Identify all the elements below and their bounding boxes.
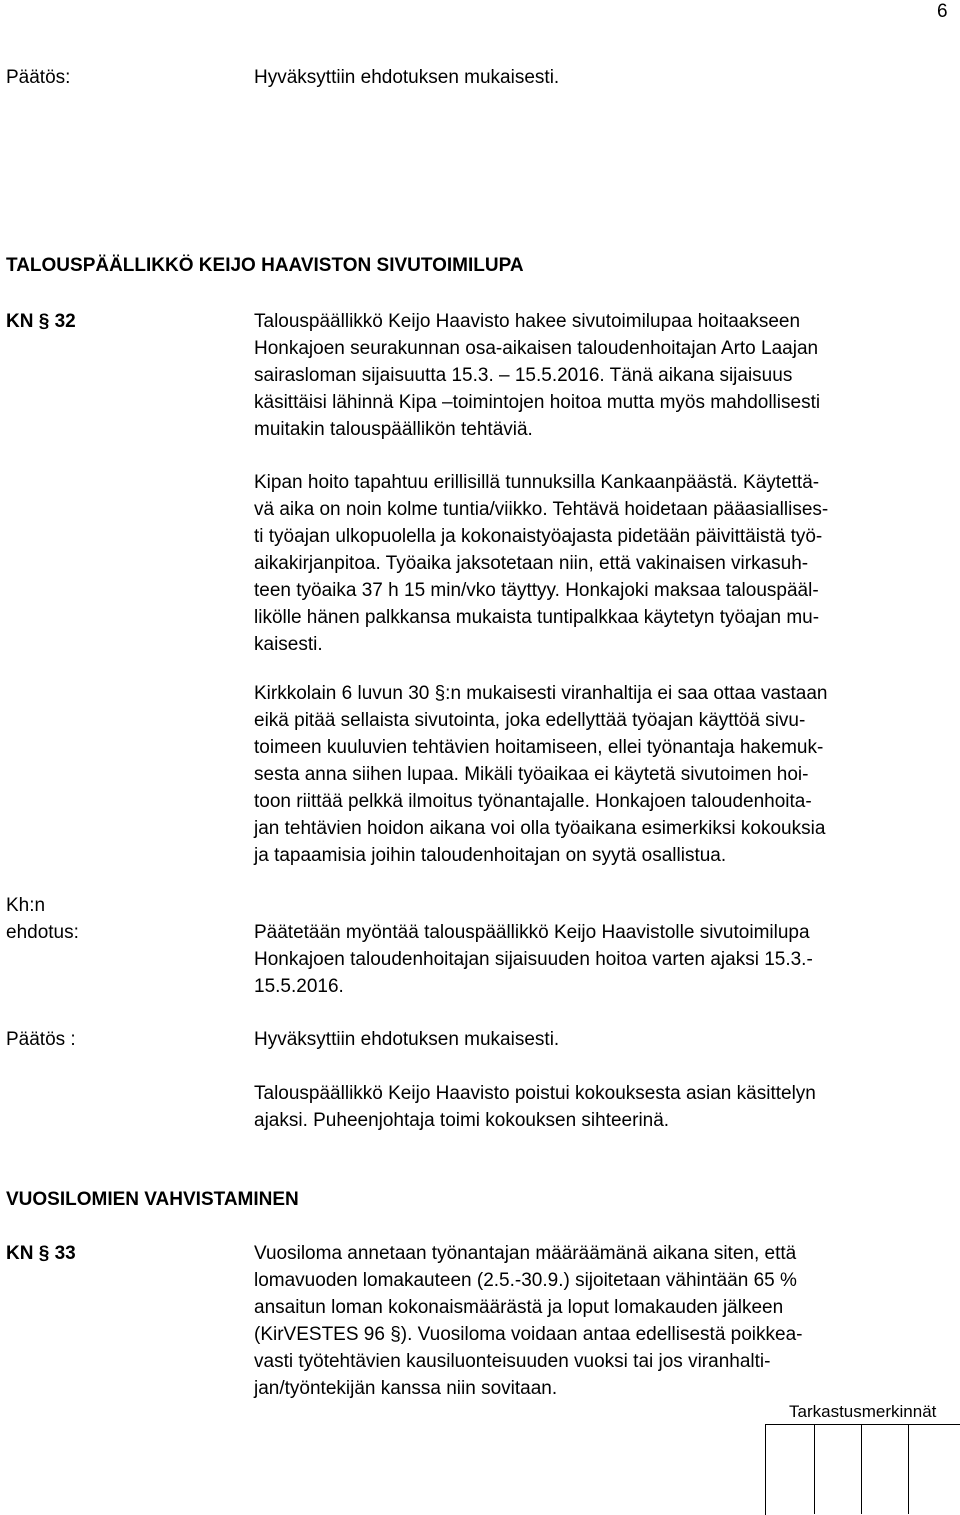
text-line: ja tapaamisia joihin taloudenhoitajan on syytä osallistua.	[254, 845, 727, 866]
kn32-note	[254, 1080, 954, 1134]
text-line: vä aika on noin kolme tuntia/viikko. Tehtävä hoidetaan pääasiallises-	[254, 499, 829, 520]
text-line: vasti työtehtävien kausiluonteisuuden vuoksi tai jos viranhalti-	[254, 1351, 771, 1372]
text-line: teen työaika 37 h 15 min/vko täyttyy. Honkajoki maksaa talouspääl-	[254, 580, 819, 601]
review-marks-divider-3	[908, 1424, 909, 1514]
text-line: Kipan hoito tapahtuu erillisillä tunnuksilla Kankaanpäästä. Käytettä-	[254, 472, 820, 493]
text-line: lomavuoden lomakauteen (2.5.-30.9.) sijoitetaan vähintään 65 %	[254, 1270, 797, 1291]
text-line: ti työajan ulkopuolella ja kokonaistyöajasta pidetään päivittäistä työ-	[254, 526, 823, 547]
decision-text: Hyväksyttiin ehdotuksen mukaisesti.	[254, 1029, 560, 1050]
text-line: jan tehtävien hoidon aikana voi olla työaikana esimerkiksi kokouksia	[254, 818, 826, 839]
text-line: ansaitun loman kokonaismäärästä ja loput lomakauden jälkeen	[254, 1297, 784, 1318]
page-number: 6	[937, 1, 948, 22]
section-heading-vuosilomat: VUOSILOMIEN VAHVISTAMINEN	[6, 1189, 299, 1210]
proposal-label-line2: ehdotus:	[6, 922, 79, 943]
text-line: toon riittää pelkkä ilmoitus työnantajalle. Honkajoen taloudenhoita-	[254, 791, 812, 812]
text-line: Päätetään myöntää talouspäällikkö Keijo Haavistolle sivutoimilupa	[254, 922, 810, 943]
review-marks-divider-1	[814, 1424, 815, 1514]
kn32-paragraph-2	[254, 469, 954, 658]
text-line: Talouspäällikkö Keijo Haavisto poistui kokouksesta asian käsittelyn	[254, 1083, 816, 1104]
text-line: kaisesti.	[254, 634, 323, 655]
text-line: käsittäisi lähinnä Kipa –toimintojen hoitoa mutta myös mahdollisesti	[254, 392, 821, 413]
text-line: sesta anna siihen lupaa. Mikäli työaikaa ei käytetä sivutoimen hoi-	[254, 764, 809, 785]
text-line: Honkajoen seurakunnan osa-aikaisen taloudenhoitajan Arto Laajan	[254, 338, 819, 359]
text-line: 15.5.2016.	[254, 976, 344, 997]
text-line: Talouspäällikkö Keijo Haavisto hakee sivutoimilupaa hoitaakseen	[254, 311, 801, 332]
text-line: jan/työntekijän kanssa niin sovitaan.	[254, 1378, 558, 1399]
text-line: toimeen kuuluvien tehtävien hoitamiseen, ellei työnantaja hakemuk-	[254, 737, 824, 758]
kn32-proposal	[254, 919, 954, 1000]
text-line: (KirVESTES 96 §). Vuosiloma voidaan antaa edellisestä poikkea-	[254, 1324, 803, 1345]
text-line: Vuosiloma annetaan työnantajan määräämänä aikana siten, että	[254, 1243, 797, 1264]
section-number-kn33: KN § 33	[6, 1243, 76, 1264]
text-line: Kirkkolain 6 luvun 30 §:n mukaisesti viranhaltija ei saa ottaa vastaan	[254, 683, 828, 704]
top-decision-label: Päätös:	[6, 67, 71, 88]
proposal-label-line1: Kh:n	[6, 895, 46, 916]
review-marks-box	[765, 1424, 960, 1515]
review-marks-label: Tarkastusmerkinnät	[789, 1402, 937, 1421]
decision-label: Päätös :	[6, 1029, 76, 1050]
text-line: eikä pitää sellaista sivutointa, joka edellyttää työajan käyttöä sivu-	[254, 710, 806, 731]
top-decision-text: Hyväksyttiin ehdotuksen mukaisesti.	[254, 67, 560, 88]
section-number-kn32: KN § 32	[6, 311, 76, 332]
kn32-paragraph-3	[254, 680, 954, 869]
text-line: aikakirjanpitoa. Työaika jaksotetaan niin, että vakinaisen virkasuh-	[254, 553, 809, 574]
kn33-paragraph-1	[254, 1240, 954, 1402]
text-line: sairasloman sijaisuutta 15.3. – 15.5.2016. Tänä aikana sijaisuus	[254, 365, 793, 386]
text-line: muitakin talouspäällikön tehtäviä.	[254, 419, 533, 440]
section-heading-sivutoimilupa: TALOUSPÄÄLLIKKÖ KEIJO HAAVISTON SIVUTOIMILUPA	[6, 255, 524, 276]
text-line: likölle hänen palkkansa mukaista tuntipalkkaa käytetyn työajan mu-	[254, 607, 820, 628]
review-marks-divider-2	[861, 1424, 862, 1514]
kn32-paragraph-1	[254, 308, 954, 443]
text-line: ajaksi. Puheenjohtaja toimi kokouksen sihteerinä.	[254, 1110, 670, 1131]
text-line: Honkajoen taloudenhoitajan sijaisuuden hoitoa varten ajaksi 15.3.-	[254, 949, 813, 970]
